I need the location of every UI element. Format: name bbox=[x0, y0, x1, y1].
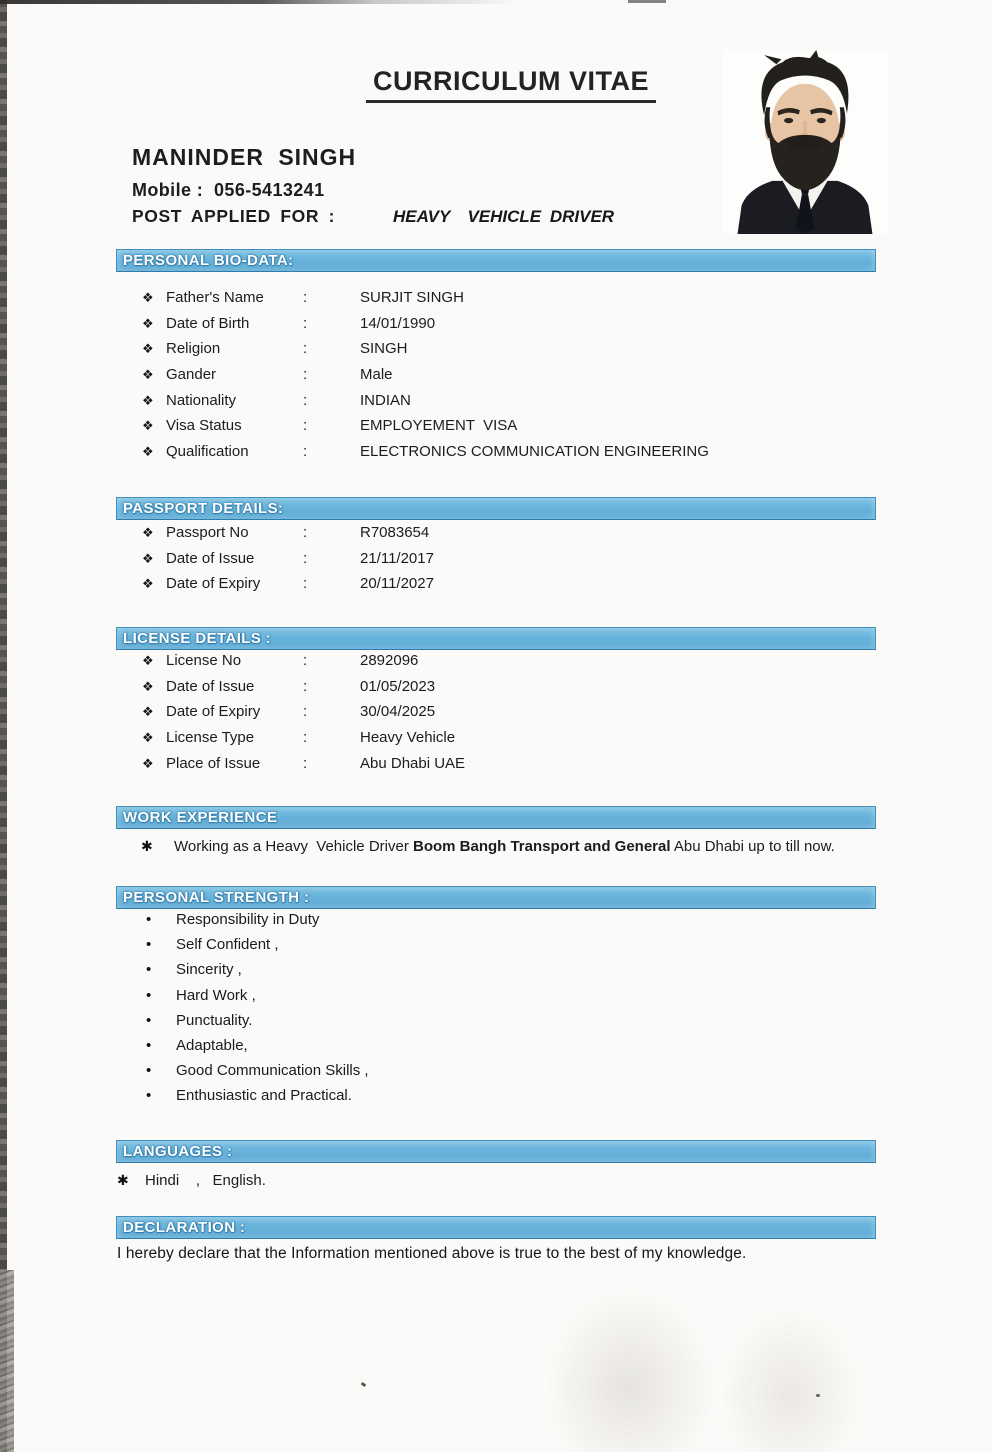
field-label: Religion bbox=[166, 340, 221, 358]
colon-separator: : bbox=[303, 754, 308, 772]
field-label: Passport No bbox=[166, 524, 249, 541]
diamond-bullet-icon: ❖ bbox=[142, 290, 154, 305]
field-label: Date of Issue bbox=[166, 677, 255, 695]
field-value: 20/11/2027 bbox=[360, 575, 434, 593]
strength-text: Self Confident , bbox=[176, 936, 279, 954]
colon-separator: : bbox=[303, 366, 308, 384]
strength-item bbox=[146, 1037, 369, 1062]
field-row bbox=[142, 703, 465, 729]
field-value: SURJIT SINGH bbox=[360, 289, 464, 306]
strength-text: Adaptable, bbox=[176, 1036, 248, 1054]
section-heading-personal-bio-data: PERSONAL BIO-DATA: bbox=[116, 249, 876, 272]
field-value: 14/01/1990 bbox=[360, 314, 436, 332]
field-row bbox=[142, 392, 709, 418]
field-value: SINGH bbox=[360, 340, 408, 358]
colon-separator: : bbox=[303, 314, 308, 332]
dot-bullet-icon: • bbox=[146, 1062, 152, 1080]
colon-separator: : bbox=[303, 549, 308, 567]
scan-speck bbox=[816, 1394, 820, 1397]
field-row bbox=[142, 366, 709, 392]
scan-speck bbox=[361, 1382, 367, 1387]
dot-bullet-icon: • bbox=[146, 1087, 152, 1105]
strength-item bbox=[146, 911, 369, 936]
field-label: Date of Expiry bbox=[166, 703, 261, 721]
field-row bbox=[142, 524, 434, 550]
section-heading-declaration: DECLARATION : bbox=[116, 1216, 876, 1239]
star-bullet-icon: ✱ bbox=[141, 838, 153, 854]
field-label: Visa Status bbox=[166, 417, 242, 435]
field-label: Date of Expiry bbox=[166, 575, 261, 593]
diamond-bullet-icon: ❖ bbox=[142, 392, 154, 408]
field-row bbox=[142, 550, 434, 576]
field-row bbox=[142, 289, 709, 315]
dot-bullet-icon: • bbox=[146, 936, 152, 954]
strength-item bbox=[146, 936, 369, 961]
field-value: 21/11/2017 bbox=[360, 549, 434, 567]
field-row bbox=[142, 340, 709, 366]
declaration-text: I hereby declare that the Information mentioned above is true to the best of my knowledge. bbox=[117, 1245, 747, 1262]
portrait-illustration bbox=[722, 50, 888, 234]
field-row bbox=[142, 575, 434, 601]
diamond-bullet-icon: ❖ bbox=[142, 444, 154, 460]
colon-separator: : bbox=[303, 417, 308, 435]
dot-bullet-icon: • bbox=[146, 911, 152, 928]
strength-item bbox=[146, 1087, 369, 1112]
diamond-bullet-icon: ❖ bbox=[142, 576, 154, 592]
field-value: R7083654 bbox=[360, 524, 430, 541]
work-experience-item bbox=[141, 838, 861, 855]
field-row bbox=[142, 315, 709, 341]
section-heading-passport-details: PASSPORT DETAILS: bbox=[116, 497, 876, 520]
diamond-bullet-icon: ❖ bbox=[142, 418, 154, 434]
strength-item bbox=[146, 1012, 369, 1037]
field-value: INDIAN bbox=[360, 391, 411, 409]
scan-smudge bbox=[720, 1310, 860, 1452]
candidate-photo bbox=[722, 50, 888, 234]
colon-separator: : bbox=[303, 391, 308, 409]
field-label: Qualification bbox=[166, 443, 249, 461]
field-row bbox=[142, 729, 465, 755]
strength-text: Hard Work , bbox=[176, 986, 256, 1004]
field-value: 30/04/2025 bbox=[360, 703, 436, 721]
scan-edge-top bbox=[0, 0, 520, 4]
strength-item bbox=[146, 961, 369, 986]
diamond-bullet-icon: ❖ bbox=[142, 550, 154, 566]
field-value: Male bbox=[360, 366, 393, 384]
diamond-bullet-icon: ❖ bbox=[142, 755, 154, 771]
strength-text: Sincerity , bbox=[176, 961, 242, 979]
colon-separator: : bbox=[303, 652, 308, 669]
strength-item bbox=[146, 1062, 369, 1087]
field-row bbox=[142, 678, 465, 704]
strength-text: Responsibility in Duty bbox=[176, 911, 320, 928]
field-label: Place of Issue bbox=[166, 754, 261, 772]
field-value: Abu Dhabi UAE bbox=[360, 754, 466, 772]
scan-smudge bbox=[545, 1290, 715, 1452]
field-label: Father's Name bbox=[166, 289, 264, 306]
diamond-bullet-icon: ❖ bbox=[142, 367, 154, 383]
scan-edge-left bbox=[0, 0, 7, 1452]
field-value: 01/05/2023 bbox=[360, 677, 436, 695]
field-label: Nationality bbox=[166, 391, 237, 409]
personal-strength-list bbox=[146, 911, 369, 1113]
star-bullet-icon: ✱ bbox=[117, 1172, 129, 1188]
field-label: Gander bbox=[166, 366, 217, 384]
colon-separator: : bbox=[303, 340, 308, 358]
diamond-bullet-icon: ❖ bbox=[142, 341, 154, 357]
dot-bullet-icon: • bbox=[146, 961, 152, 979]
scan-edge-left-lower bbox=[0, 1270, 14, 1452]
field-label: License Type bbox=[166, 729, 255, 747]
field-value: EMPLOYEMENT VISA bbox=[360, 417, 518, 435]
dot-bullet-icon: • bbox=[146, 1011, 152, 1029]
post-applied-value: HEAVY VEHICLE DRIVER bbox=[393, 207, 615, 226]
languages-text: Hindi , English. bbox=[145, 1172, 266, 1189]
field-row bbox=[142, 755, 465, 781]
diamond-bullet-icon: ❖ bbox=[142, 525, 154, 540]
field-row bbox=[142, 443, 709, 469]
strength-item bbox=[146, 987, 369, 1012]
strength-text: Enthusiastic and Practical. bbox=[176, 1087, 352, 1105]
section-heading-license-details: LICENSE DETAILS : bbox=[116, 627, 876, 650]
diamond-bullet-icon: ❖ bbox=[142, 704, 154, 720]
scan-edge-top-dash bbox=[628, 0, 666, 3]
colon-separator: : bbox=[303, 575, 308, 593]
dot-bullet-icon: • bbox=[146, 1036, 152, 1054]
page-title: CURRICULUM VITAE bbox=[366, 66, 656, 103]
section-heading-personal-strength: PERSONAL STRENGTH : bbox=[116, 886, 876, 909]
field-row bbox=[142, 652, 465, 678]
diamond-bullet-icon: ❖ bbox=[142, 678, 154, 694]
mobile-number: Mobile : 056-5413241 bbox=[132, 180, 325, 200]
colon-separator: : bbox=[303, 729, 308, 747]
diamond-bullet-icon: ❖ bbox=[142, 730, 154, 746]
diamond-bullet-icon: ❖ bbox=[142, 653, 154, 668]
field-value: Heavy Vehicle bbox=[360, 729, 456, 747]
colon-separator: : bbox=[303, 703, 308, 721]
strength-text: Good Communication Skills , bbox=[176, 1062, 369, 1080]
diamond-bullet-icon: ❖ bbox=[142, 315, 154, 331]
field-value: 2892096 bbox=[360, 652, 419, 669]
field-value: ELECTRONICS COMMUNICATION ENGINEERING bbox=[360, 443, 709, 461]
bio-data-list bbox=[142, 289, 709, 469]
license-details-list bbox=[142, 652, 465, 780]
colon-separator: : bbox=[303, 677, 308, 695]
field-label: Date of Issue bbox=[166, 549, 255, 567]
field-row bbox=[142, 417, 709, 443]
languages-item bbox=[117, 1172, 266, 1189]
field-label: Date of Birth bbox=[166, 314, 250, 332]
candidate-name: MANINDER SINGH bbox=[132, 144, 357, 170]
field-label: License No bbox=[166, 652, 242, 669]
section-heading-languages: LANGUAGES : bbox=[116, 1140, 876, 1163]
colon-separator: : bbox=[303, 443, 308, 461]
dot-bullet-icon: • bbox=[146, 986, 152, 1004]
work-experience-text: Working as a Heavy Vehicle Driver Boom Bangh Transport and General Abu Dhabi up to till now. bbox=[174, 838, 835, 855]
strength-text: Punctuality. bbox=[176, 1011, 253, 1029]
passport-details-list bbox=[142, 524, 434, 601]
colon-separator: : bbox=[303, 289, 308, 306]
colon-separator: : bbox=[303, 524, 308, 541]
section-heading-work-experience: WORK EXPERIENCE bbox=[116, 806, 876, 829]
post-applied-label: POST APPLIED FOR : bbox=[132, 206, 335, 226]
